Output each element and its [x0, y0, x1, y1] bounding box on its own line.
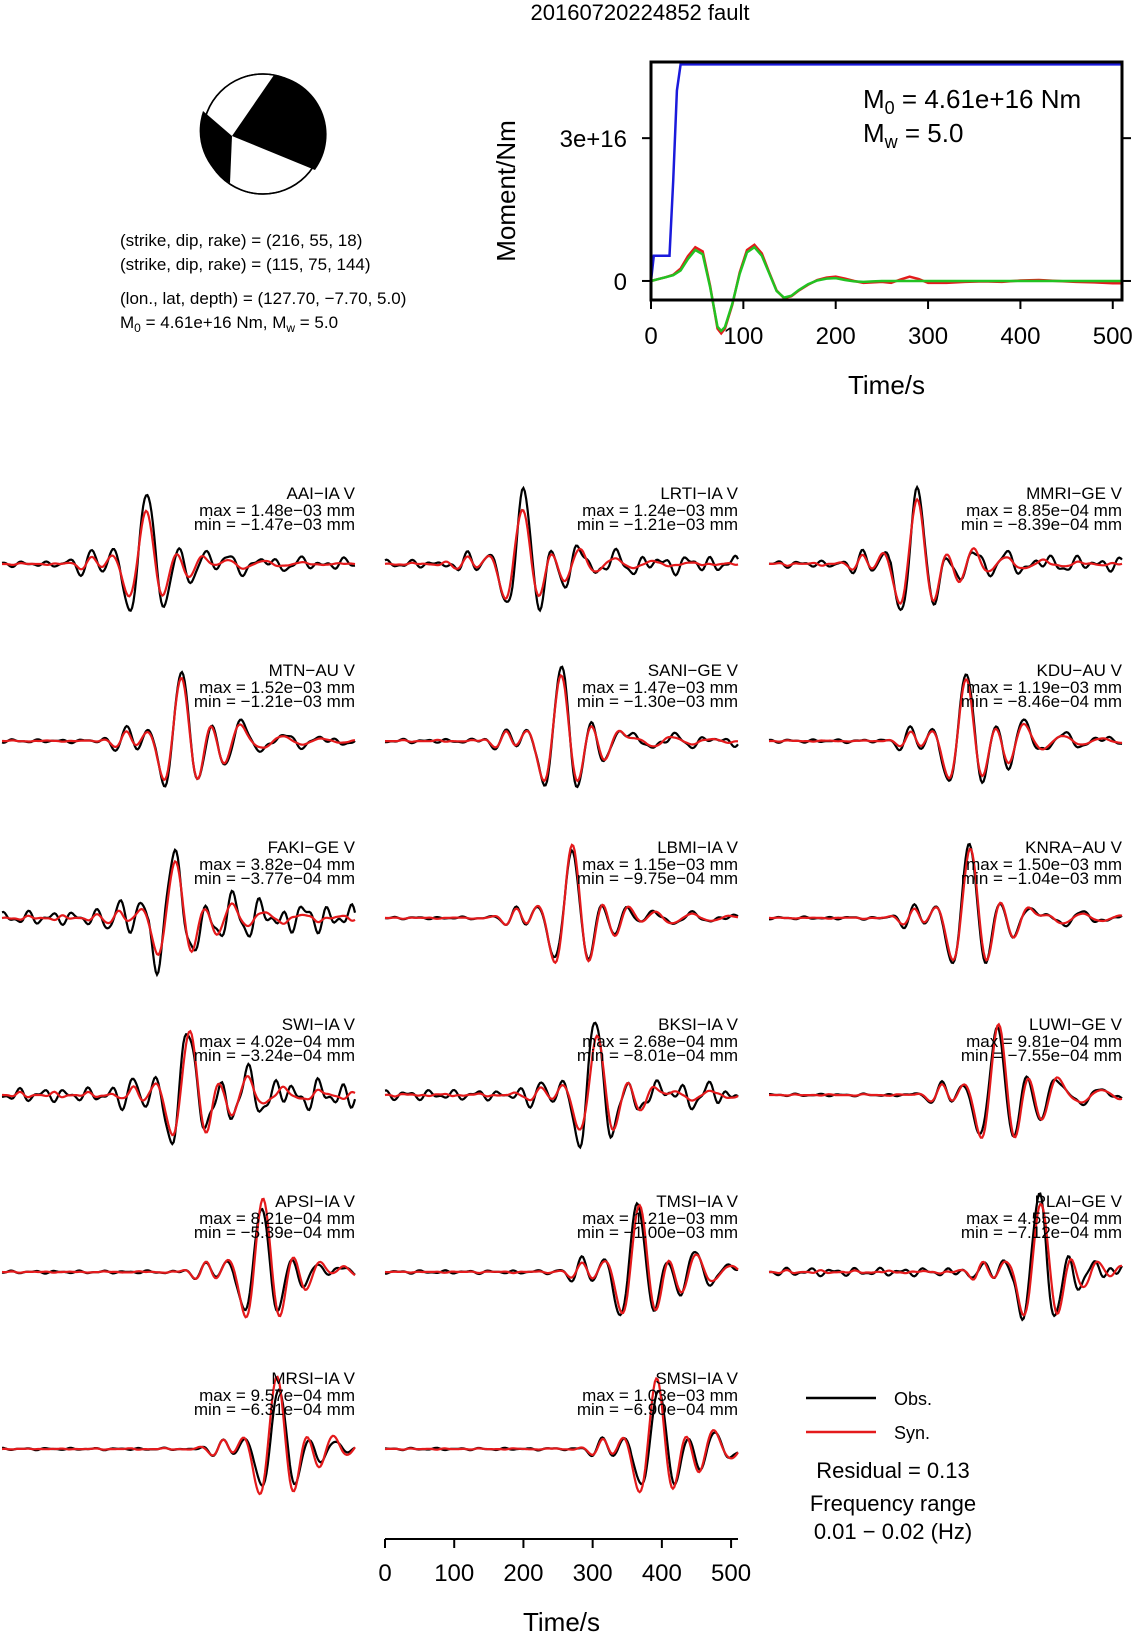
station-max: max = 1.47e−03 mm [582, 678, 738, 697]
station-max: max = 2.68e−04 mm [582, 1032, 738, 1051]
moment-x-tick-label: 200 [815, 323, 856, 350]
moment-x-tick-label: 100 [723, 323, 764, 350]
station-name: SMSI−IA V [655, 1369, 738, 1388]
waveform-panel [769, 484, 1123, 610]
waveform-panel [769, 1015, 1123, 1138]
station-name: LUWI−GE V [1028, 1015, 1122, 1034]
station-name: FAKI−GE V [267, 838, 355, 857]
station-min: min = −6.31e−04 mm [193, 1400, 355, 1419]
station-min: min = −8.39e−04 mm [960, 515, 1122, 534]
station-name: LRTI−IA V [660, 484, 738, 503]
moment-x-tick-label: 300 [908, 323, 949, 350]
station-name: AAI−IA V [286, 484, 355, 503]
station-min: min = −1.21e−03 mm [576, 515, 738, 534]
residual-label: Residual = 0.13 [816, 1458, 970, 1483]
station-name: SANI−GE V [647, 661, 738, 680]
waveform-panel [385, 1015, 739, 1147]
station-name: MMRI−GE V [1026, 484, 1122, 503]
station-name: TMSI−IA V [656, 1192, 738, 1211]
moment-mw-annotation: $M_w = 5.0$ [863, 118, 964, 152]
station-min: min = −6.90e−04 mm [576, 1400, 738, 1419]
moment-chart [491, 62, 1133, 400]
waveform-panel [769, 661, 1123, 783]
station-max: max = 4.02e−04 mm [199, 1032, 355, 1051]
station-min: min = −3.77e−04 mm [193, 869, 355, 888]
station-max: max = 9.81e−04 mm [966, 1032, 1122, 1051]
legend-obs-label: Obs. [894, 1389, 933, 1409]
waveform-panel [2, 661, 356, 786]
moment-m0-annotation: $M_0 = 4.61e+16$ Nm [863, 84, 1082, 118]
beachball [200, 74, 327, 194]
station-name: KNRA−AU V [1025, 838, 1122, 857]
station-name: APSI−IA V [275, 1192, 355, 1211]
wave-x-tick-label: 0 [378, 1560, 392, 1587]
waveform-panel [2, 1192, 356, 1317]
station-max: max = 3.82e−04 mm [199, 855, 355, 874]
frequency-range-value: 0.01 − 0.02 (Hz) [813, 1519, 973, 1544]
waveform-panel [385, 484, 739, 611]
waveform-panel [2, 1369, 356, 1494]
waveform-panel [385, 838, 739, 963]
wave-x-tick-label: 400 [641, 1560, 682, 1587]
station-min: min = −1.00e−03 mm [576, 1223, 738, 1242]
wave-x-tick-label: 500 [711, 1560, 752, 1587]
station-min: min = −1.30e−03 mm [576, 692, 738, 711]
station-max: max = 4.55e−04 mm [966, 1209, 1122, 1228]
moment-y-tick-label: 3e+16 [559, 126, 627, 154]
station-min: min = −3.24e−04 mm [193, 1046, 355, 1065]
nodal-plane-2: (strike, dip, rake) = (115, 75, 144) [120, 255, 371, 274]
wave-x-tick-label: 300 [572, 1560, 613, 1587]
moment-y-axis-label: Moment/Nm [491, 120, 521, 262]
station-min: min = −9.75e−04 mm [576, 869, 738, 888]
moment-series-2 [651, 247, 1122, 331]
waveform-panel [2, 484, 356, 611]
station-name: MRSI−IA V [271, 1369, 355, 1388]
moment-y-tick-label: 0 [613, 268, 627, 296]
station-max: max = 1.50e−03 mm [966, 855, 1122, 874]
station-min: min = −1.04e−03 mm [960, 869, 1122, 888]
wave-x-tick-label: 200 [503, 1560, 544, 1587]
wave-x-axis-label: Time/s [522, 1607, 601, 1636]
station-name: PLAI−GE V [1034, 1192, 1122, 1211]
waveform-panel [385, 1369, 739, 1492]
waveform-panel [385, 661, 739, 787]
station-min: min = −7.55e−04 mm [960, 1046, 1122, 1065]
station-name: SWI−IA V [281, 1015, 355, 1034]
moment-x-tick-label: 400 [1000, 323, 1041, 350]
station-min: min = −5.39e−04 mm [193, 1223, 355, 1242]
station-min: min = −1.47e−03 mm [193, 515, 355, 534]
legend-syn-label: Syn. [894, 1423, 931, 1443]
station-max: max = 1.52e−03 mm [199, 678, 355, 697]
station-max: max = 1.21e−03 mm [582, 1209, 738, 1228]
moment-x-tick-label: 0 [644, 323, 658, 350]
station-name: LBMI−IA V [657, 838, 738, 857]
station-max: max = 8.21e−04 mm [199, 1209, 355, 1228]
frequency-range-label: Frequency range [809, 1491, 977, 1516]
hypocenter-location: (lon., lat, depth) = (127.70, −7.70, 5.0) [120, 289, 407, 308]
station-max: max = 1.24e−03 mm [582, 501, 738, 520]
station-name: KDU−AU V [1036, 661, 1122, 680]
figure-title: 20160720224852 fault [530, 0, 750, 25]
station-min: min = −1.21e−03 mm [193, 692, 355, 711]
waveform-panel [2, 838, 356, 975]
waveform-panel [769, 1192, 1123, 1320]
station-name: MTN−AU V [268, 661, 355, 680]
legend [806, 1389, 932, 1443]
waveform-panel [2, 1015, 356, 1144]
station-max: max = 1.03e−03 mm [582, 1386, 738, 1405]
station-max: max = 1.19e−03 mm [966, 678, 1122, 697]
station-max: max = 1.48e−03 mm [199, 501, 355, 520]
moment-magnitude-line: $M_0 = 4.61e+16$ Nm, $M_w = 5.0$ [120, 313, 339, 335]
moment-x-axis-label: Time/s [847, 370, 926, 400]
station-name: BKSI−IA V [658, 1015, 738, 1034]
moment-series-1 [651, 245, 1122, 333]
moment-x-tick-label: 500 [1092, 323, 1133, 350]
nodal-plane-1: (strike, dip, rake) = (216, 55, 18) [120, 231, 363, 250]
station-max: max = 1.15e−03 mm [582, 855, 738, 874]
station-min: min = −7.12e−04 mm [960, 1223, 1122, 1242]
wave-x-tick-label: 100 [434, 1560, 475, 1587]
station-min: min = −8.01e−04 mm [576, 1046, 738, 1065]
waveform-panel [385, 1192, 739, 1315]
station-max: max = 9.57e−04 mm [199, 1386, 355, 1405]
station-max: max = 8.85e−04 mm [966, 501, 1122, 520]
station-min: min = −8.46e−04 mm [960, 692, 1122, 711]
waveform-panel [769, 838, 1123, 963]
